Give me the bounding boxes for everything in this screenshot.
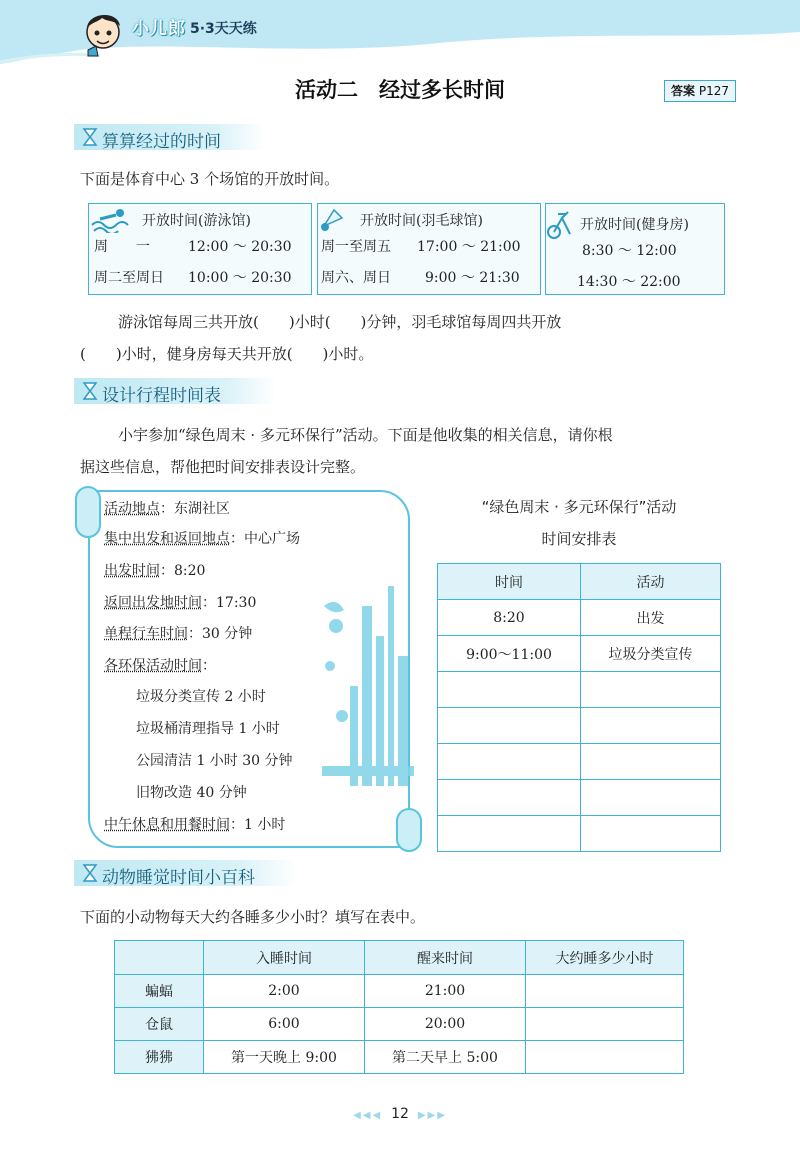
table-row	[438, 636, 721, 672]
mascot-icon	[78, 6, 128, 58]
wake-time-cell: 第二天早上 5:00	[365, 1041, 526, 1074]
info-ride-key: 单程行车时间	[104, 626, 188, 642]
scenario-line-1: 小宇参加“绿色周末 · 多元环保行”活动。下面是他收集的相关信息，请你根	[118, 426, 613, 444]
scroll-curl-top	[75, 486, 101, 538]
gym-hours-title: 开放时间(健身房)	[580, 217, 689, 233]
info-lunch-value: ：1 小时	[230, 817, 286, 833]
badminton-time-2: 9:00 ～ 21:30	[425, 270, 520, 286]
info-return-key: 返回出发地时间	[104, 595, 202, 611]
right-arrows-icon: ▶▶▶	[417, 1110, 447, 1121]
hours-answer-cell[interactable]	[526, 1041, 684, 1074]
table-row	[438, 672, 721, 708]
table-row	[438, 816, 721, 852]
info-place-key: 活动地点	[104, 501, 160, 517]
swim-day-1: 周 一	[94, 239, 150, 255]
swim-time-2: 10:00 ～ 20:30	[188, 270, 292, 286]
wake-time-cell: 20:00	[365, 1008, 526, 1041]
table-header-row	[438, 564, 721, 600]
schedule-activity-cell: 出发	[581, 600, 721, 636]
header-activity: 活动	[581, 564, 721, 600]
schedule-time-cell: 8:20	[438, 600, 581, 636]
answer-label: 答案	[671, 84, 696, 98]
info-depart-key: 出发时间	[104, 563, 160, 579]
section-header-schedule	[74, 378, 276, 404]
sleep-time-cell: 2:00	[204, 975, 365, 1008]
series-name: 5·3天天练	[190, 21, 257, 37]
answer-page: P127	[698, 84, 729, 98]
info-lunch	[104, 814, 285, 834]
info-meet-value: ：中心广场	[230, 531, 300, 547]
table-row	[115, 975, 684, 1008]
activity-item: 公园清洁 1 小时 30 分钟	[136, 753, 293, 769]
animal-sleep-table	[114, 940, 684, 1074]
swim-hours-title: 开放时间(游泳馆)	[142, 213, 251, 229]
animal-name: 仓鼠	[115, 1008, 204, 1041]
left-arrows-icon: ◀◀◀	[353, 1110, 383, 1121]
info-depart	[104, 560, 205, 580]
swim-day-2: 周二至周日	[94, 270, 164, 286]
info-meet	[104, 528, 300, 548]
badminton-day-1: 周一至周五	[321, 239, 391, 255]
page-title: 活动二 经过多长时间	[295, 78, 505, 102]
badminton-hours-title: 开放时间(羽毛球馆)	[360, 213, 483, 229]
schedule-time-cell: 9:00～11:00	[438, 636, 581, 672]
info-activities-value: ：	[202, 658, 216, 674]
schedule-time-cell[interactable]	[438, 744, 581, 780]
city-skyline-illustration	[322, 566, 414, 826]
activity-item: 垃圾分类宣传 2 小时	[136, 689, 266, 705]
header-time: 时间	[438, 564, 581, 600]
section-header-animal-sleep	[74, 860, 296, 886]
sleep-time-cell: 第一天晚上 9:00	[204, 1041, 365, 1074]
schedule-time-cell[interactable]	[438, 816, 581, 852]
shuttlecock-icon	[318, 204, 348, 234]
badminton-day-2: 周六、周日	[321, 270, 391, 286]
info-ride-value: ：30 分钟	[188, 626, 253, 642]
schedule-activity-cell[interactable]	[581, 672, 721, 708]
hourglass-icon	[82, 128, 98, 146]
question-line-1: 游泳馆每周三共开放( )小时( )分钟，羽毛球馆每周四共开放	[118, 313, 562, 331]
schedule-activity-cell[interactable]	[581, 780, 721, 816]
info-place	[104, 498, 230, 518]
info-activities-key: 各环保活动时间	[104, 658, 202, 674]
schedule-activity-cell[interactable]	[581, 816, 721, 852]
section-heading: 算算经过的时间	[102, 132, 221, 152]
info-place-value: ：东湖社区	[160, 501, 230, 517]
swim-time-1: 12:00 ～ 20:30	[188, 239, 292, 255]
gym-time-1: 8:30 ～ 12:00	[582, 243, 677, 259]
schedule-time-cell[interactable]	[438, 672, 581, 708]
hours-answer-cell[interactable]	[526, 975, 684, 1008]
table-row	[115, 1041, 684, 1074]
info-activities	[104, 655, 216, 675]
header-sleep-time: 入睡时间	[204, 941, 365, 975]
schedule-activity-cell[interactable]	[581, 744, 721, 780]
table-row	[115, 1008, 684, 1041]
page-number: 12	[391, 1106, 409, 1122]
section-header-elapsed-time	[74, 124, 264, 150]
hourglass-icon	[82, 864, 98, 882]
hourglass-icon	[82, 382, 98, 400]
exercise-bike-icon	[546, 206, 576, 240]
section-heading: 设计行程时间表	[102, 386, 221, 406]
hours-answer-cell[interactable]	[526, 1008, 684, 1041]
activity-item: 旧物改造 40 分钟	[136, 785, 247, 801]
table-row	[438, 744, 721, 780]
question-line-2: ( )小时，健身房每天共开放( )小时。	[80, 345, 374, 363]
schedule-activity-cell: 垃圾分类宣传	[581, 636, 721, 672]
animal-intro: 下面的小动物每天大约各睡多少小时？填写在表中。	[80, 908, 426, 926]
sleep-time-cell: 6:00	[204, 1008, 365, 1041]
header-wake-time: 醒来时间	[365, 941, 526, 975]
gym-time-2: 14:30 ～ 22:00	[577, 274, 681, 290]
answer-tag	[664, 80, 736, 102]
info-meet-key: 集中出发和返回地点	[104, 531, 230, 547]
table-row	[438, 708, 721, 744]
intro-text: 下面是体育中心 3 个场馆的开放时间。	[80, 170, 340, 188]
schedule-time-cell[interactable]	[438, 780, 581, 816]
table-row	[438, 780, 721, 816]
header-corner	[115, 941, 204, 975]
schedule-activity-cell[interactable]	[581, 708, 721, 744]
schedule-table	[437, 563, 721, 852]
animal-name: 蝙蝠	[115, 975, 204, 1008]
brand-logo: 小儿郎	[132, 19, 186, 39]
swimmer-icon	[90, 205, 130, 233]
info-return-value: ：17:30	[202, 595, 257, 611]
badminton-time-1: 17:00 ～ 21:00	[417, 239, 521, 255]
table-row	[438, 600, 721, 636]
schedule-time-cell[interactable]	[438, 708, 581, 744]
activity-item: 垃圾桶清理指导 1 小时	[136, 721, 280, 737]
wake-time-cell: 21:00	[365, 975, 526, 1008]
schedule-title-line-1: “绿色周末 · 多元环保行”活动	[481, 498, 677, 516]
schedule-title-line-2: 时间安排表	[541, 530, 617, 548]
section-heading: 动物睡觉时间小百科	[102, 868, 255, 888]
table-header-row	[115, 941, 684, 975]
header-hours: 大约睡多少小时	[526, 941, 684, 975]
animal-name: 狒狒	[115, 1041, 204, 1074]
info-depart-value: ：8:20	[160, 563, 206, 579]
info-ride	[104, 623, 252, 643]
scenario-line-2: 据这些信息，帮他把时间安排表设计完整。	[80, 458, 366, 476]
page-number-footer	[0, 1106, 800, 1122]
info-lunch-key: 中午休息和用餐时间	[104, 817, 230, 833]
info-return	[104, 592, 256, 612]
